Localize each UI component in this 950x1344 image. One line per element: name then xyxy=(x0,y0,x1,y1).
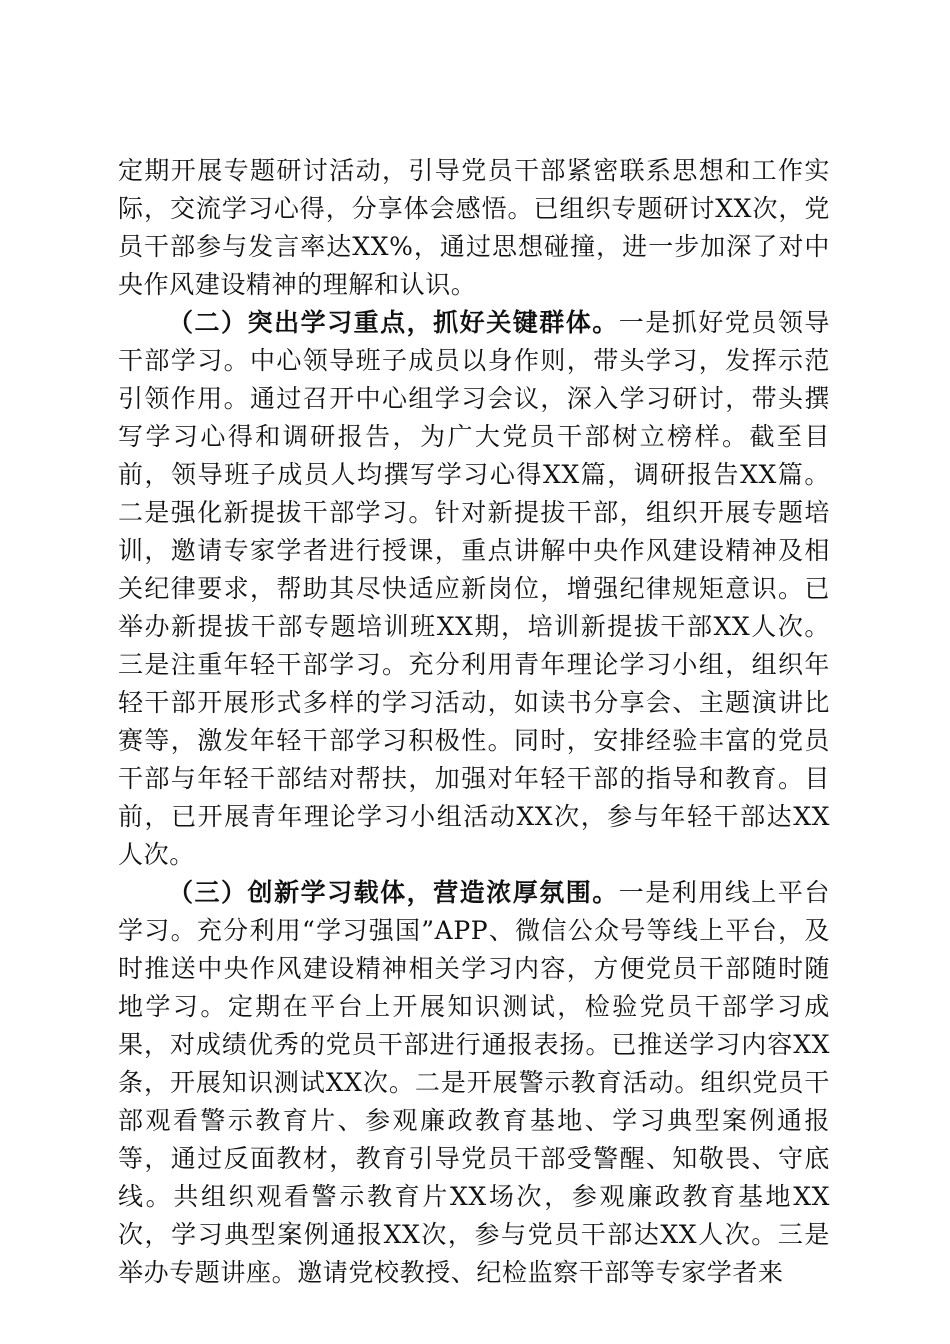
paragraph-section-three xyxy=(118,874,830,1292)
section-two-heading: （二）突出学习重点，抓好关键群体。 xyxy=(168,308,619,337)
section-three-body: 一是利用线上平台学习。充分利用“学习强国”APP、微信公众号等线上平台，及时推送中央作风建设精神相关学习内容，方便党员干部随时随地学习。定期在平台上开展知识测试，检验党员干部学习成果，对成绩优秀的党员干部进行通报表扬。已推送学习内容XX条，开展知识测试XX次。二是开展警示教育活动。组织党员干部观看警示教育片、参观廉政教育基地、学习典型案例通报等，通过反面教材，教育引导党员干部受警醒、知敬畏、守底线。共组织观看警示教育片XX场次，参观廉政教育基地XX次，学习典型案例通报XX次，参与党员干部达XX人次。三是举办专题讲座。邀请党校教授、纪检监察干部等专家学者来 xyxy=(118,878,830,1287)
paragraph-section-two xyxy=(118,304,830,874)
paragraph-continuation: 定期开展专题研讨活动，引导党员干部紧密联系思想和工作实际，交流学习心得，分享体会感悟。已组织专题研讨XX次，党员干部参与发言率达XX%，通过思想碰撞，进一步加深了对中央作风建设精神的理解和认识。 xyxy=(118,156,830,299)
document-body xyxy=(118,152,830,1292)
section-three-heading: （三）创新学习载体，营造浓厚氛围。 xyxy=(168,878,619,907)
section-two-body: 一是抓好党员领导干部学习。中心领导班子成员以身作则，带头学习，发挥示范引领作用。通过召开中心组学习会议，深入学习研讨，带头撰写学习心得和调研报告，为广大党员干部树立榜样。截至目前，领导班子成员人均撰写学习心得XX篇，调研报告XX篇。二是强化新提拔干部学习。针对新提拔干部，组织开展专题培训，邀请专家学者进行授课，重点讲解中央作风建设精神及相关纪律要求，帮助其尽快适应新岗位，增强纪律规矩意识。已举办新提拔干部专题培训班XX期，培训新提拔干部XX人次。三是注重年轻干部学习。充分利用青年理论学习小组，组织年轻干部开展形式多样的学习活动，如读书分享会、主题演讲比赛等，激发年轻干部学习积极性。同时，安排经验丰富的党员干部与年轻干部结对帮扶，加强对年轻干部的指导和教育。目前，已开展青年理论学习小组活动XX次，参与年轻干部达XX人次。 xyxy=(118,308,830,869)
